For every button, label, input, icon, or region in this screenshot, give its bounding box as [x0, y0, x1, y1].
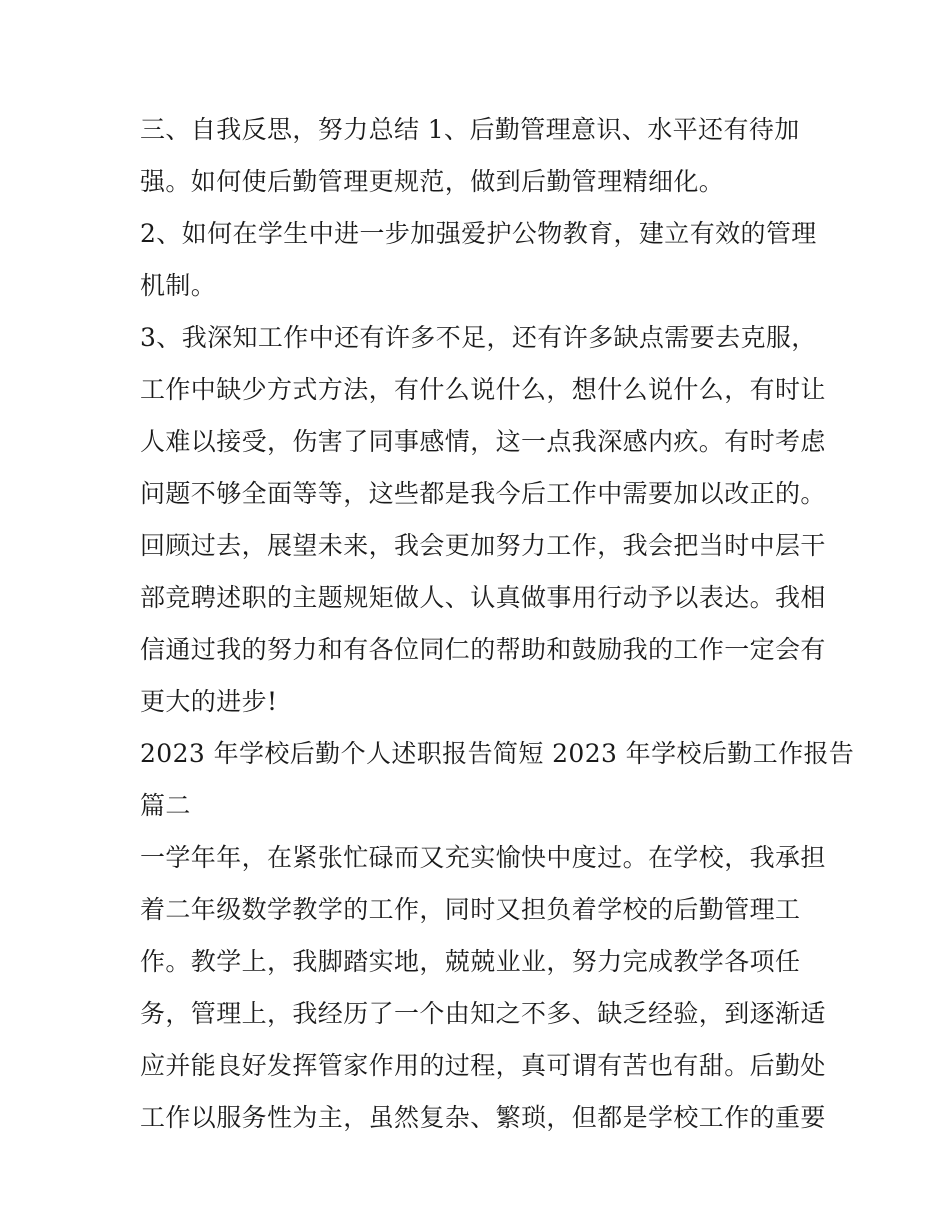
text-line: 三、自我反思，努力总结 1、后勤管理意识、水平还有待加 [140, 115, 800, 144]
text-line: 更大的进步! [140, 687, 278, 716]
text-line: 回顾过去，展望未来，我会更加努力工作，我会把当时中层干 [140, 531, 826, 560]
text-line: 务，管理上，我经历了一个由知之不多、缺乏经验，到逐渐适 [140, 999, 826, 1028]
text-line: 部竞聘述职的主题规矩做人、认真做事用行动予以表达。我相 [140, 583, 826, 612]
text-line: 应并能良好发挥管家作用的过程，真可谓有苦也有甜。后勤处 [140, 1051, 826, 1080]
text-line: 作。教学上，我脚踏实地，兢兢业业，努力完成教学各项任 [140, 947, 801, 976]
text-line: 强。如何使后勤管理更规范，做到后勤管理精细化。 [140, 167, 725, 196]
text-line: 问题不够全面等等，这些都是我今后工作中需要加以改正的。 [140, 479, 826, 508]
section-heading-line: 2023 年学校后勤个人述职报告简短 2023 年学校后勤工作报告 [140, 739, 855, 768]
document-body [140, 104, 855, 1144]
text-line: 2、如何在学生中进一步加强爱护公物教育，建立有效的管理 [140, 219, 817, 248]
text-line: 工作以服务性为主，虽然复杂、繁琐，但都是学校工作的重要 [140, 1103, 826, 1132]
text-line: 3、我深知工作中还有许多不足，还有许多缺点需要去克服， [140, 323, 817, 352]
text-line: 一学年年，在紧张忙碌而又充实愉快中度过。在学校，我承担 [140, 843, 826, 872]
text-line: 机制。 [140, 271, 217, 300]
text-line: 人难以接受，伤害了同事感情，这一点我深感内疚。有时考虑 [140, 427, 826, 456]
text-line: 工作中缺少方式方法，有什么说什么，想什么说什么，有时让 [140, 375, 826, 404]
text-line: 着二年级数学教学的工作，同时又担负着学校的后勤管理工 [140, 895, 801, 924]
text-line: 信通过我的努力和有各位同仁的帮助和鼓励我的工作一定会有 [140, 635, 826, 664]
section-heading-line: 篇二 [140, 791, 191, 820]
